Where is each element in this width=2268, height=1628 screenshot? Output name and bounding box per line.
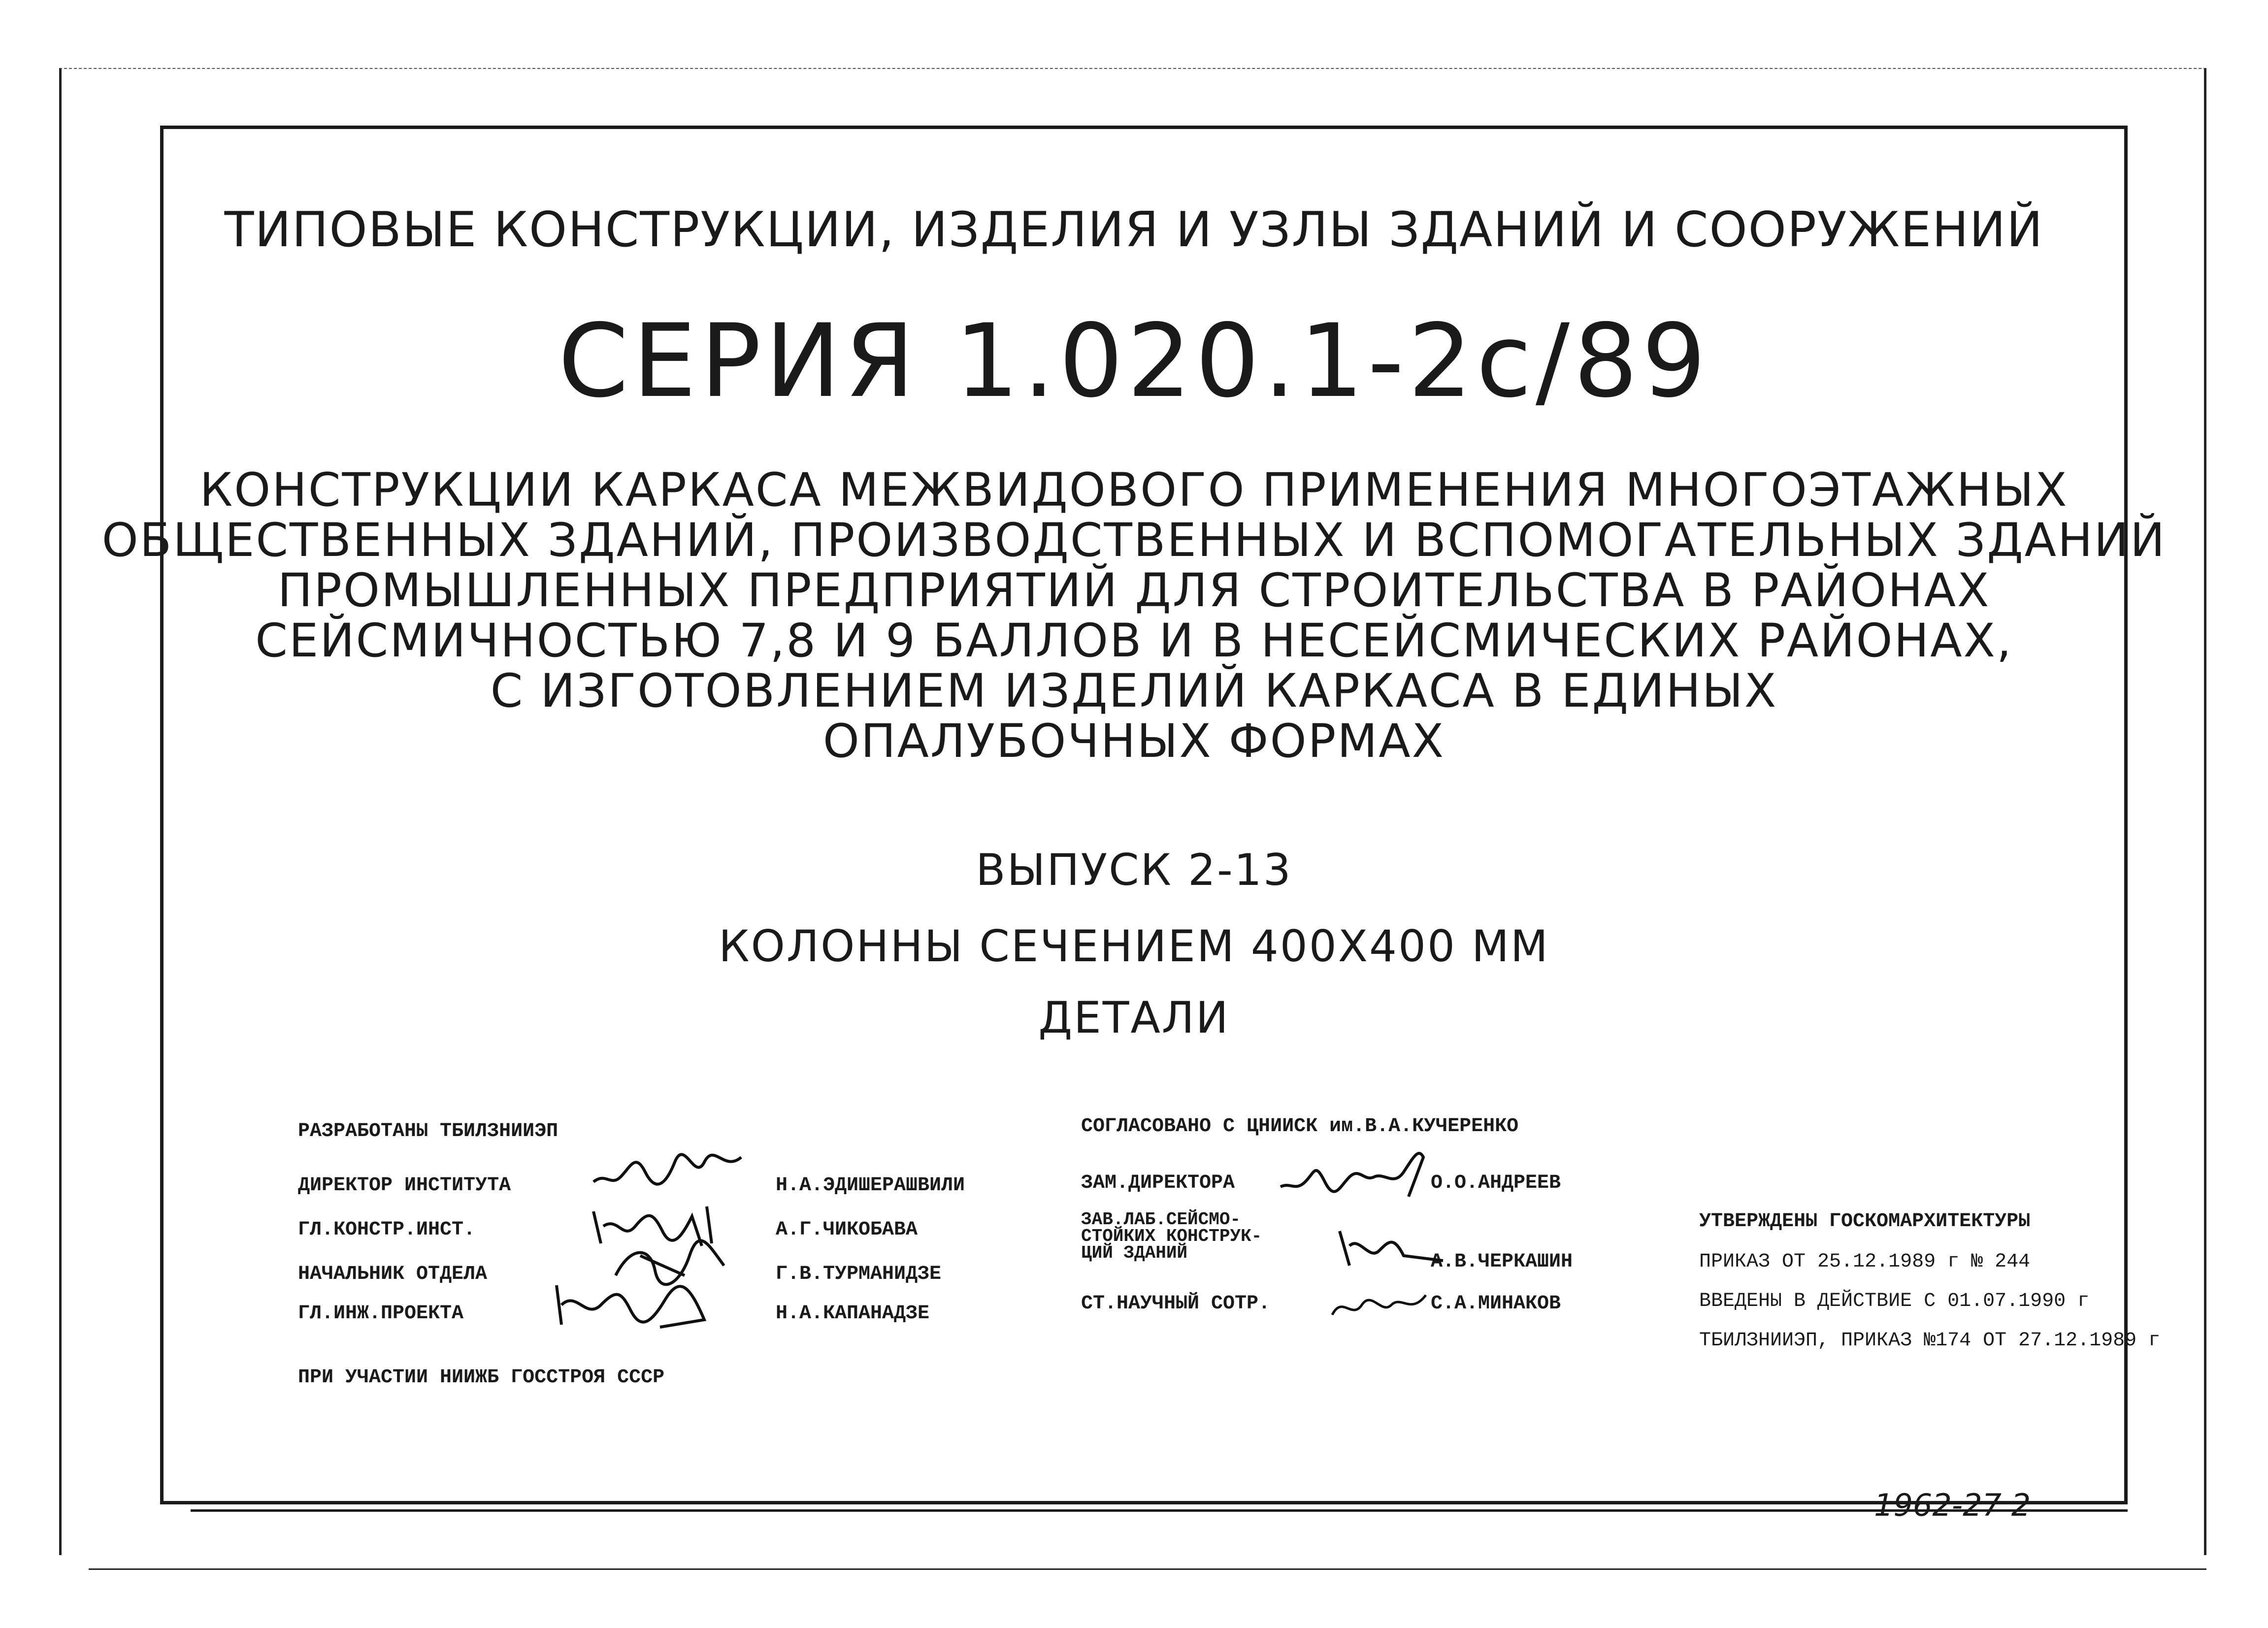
role-department-head: НАЧАЛЬНИК ОТДЕЛА (298, 1263, 488, 1285)
description-line: ОПАЛУБОЧНЫХ ФОРМАХ (822, 715, 1446, 768)
agreed-title: СОГЛАСОВАНО С ЦНИИСК им.В.А.КУЧЕРЕНКО (1081, 1115, 1519, 1138)
name-director: Н.А.ЭДИШЕРАШВИЛИ (776, 1174, 965, 1197)
participation-note: ПРИ УЧАСТИИ НИИЖБ ГОССТРОЯ СССР (298, 1367, 665, 1389)
approval-order: ПРИКАЗ ОТ 25.12.1989 г № 244 (1699, 1251, 2031, 1273)
bottom-rule (89, 1568, 2206, 1570)
description-line: ОБЩЕСТВЕННЫХ ЗДАНИЙ, ПРОИЗВОДСТВЕННЫХ И ВСПОМОГАТЕЛЬНЫХ ЗДАНИЙ (101, 514, 2167, 567)
description (0, 465, 2268, 767)
developed-title: РАЗРАБОТАНЫ ТБИЛЗНИИЭП (298, 1120, 559, 1142)
description-line: ПРОМЫШЛЕННЫХ ПРЕДПРИЯТИЙ ДЛЯ СТРОИТЕЛЬСТВА В РАЙОНАХ (277, 564, 1991, 618)
name-senior-researcher: С.А.МИНАКОВ (1431, 1293, 1561, 1315)
signature (591, 1142, 744, 1197)
name-department-head: Г.В.ТУРМАНИДЗЕ (776, 1263, 942, 1285)
signature (1276, 1142, 1428, 1202)
name-deputy-director: О.О.АНДРЕЕВ (1431, 1172, 1561, 1194)
name-chief-constructor: А.Г.ЧИКОБАВА (776, 1219, 918, 1241)
approved-title: УТВЕРЖДЕНЫ ГОСКОМАРХИТЕКТУРЫ (1699, 1210, 2031, 1233)
signature (552, 1270, 709, 1335)
columns-title: КОЛОННЫ СЕЧЕНИЕМ 400Х400 ММ (719, 921, 1549, 972)
role-director: ДИРЕКТОР ИНСТИТУТА (298, 1174, 511, 1197)
signature (1330, 1211, 1448, 1275)
role-senior-researcher: СТ.НАУЧНЫЙ СОТР. (1081, 1293, 1271, 1315)
issue-number: ВЫПУСК 2-13 (976, 845, 1292, 895)
role-lab-head: ЗАВ.ЛАБ.СЕЙСМО- СТОЙКИХ КОНСТРУК- ЦИЙ ЗДАНИЙ (1081, 1209, 1262, 1263)
role-chief-constructor: ГЛ.КОНСТР.ИНСТ. (298, 1219, 476, 1241)
name-lab-head: А.В.ЧЕРКАШИН (1431, 1251, 1573, 1273)
description-line: СЕЙСМИЧНОСТЬЮ 7,8 И 9 БАЛЛОВ И В НЕСЕЙСМИЧЕСКИХ РАЙОНАХ, (255, 614, 2013, 668)
name-chief-engineer: Н.А.КАПАНАДЗЕ (776, 1302, 930, 1325)
role-deputy-director: ЗАМ.ДИРЕКТОРА (1081, 1172, 1235, 1194)
sheet-number: 1962-27 2 (1874, 1487, 2031, 1523)
role-chief-engineer: ГЛ.ИНЖ.ПРОЕКТА (298, 1302, 464, 1325)
effective-date: ВВЕДЕНЫ В ДЕЙСТВИЕ С 01.07.1990 г (1699, 1290, 2090, 1312)
details-title: ДЕТАЛИ (1038, 992, 1230, 1043)
institute-order: ТБИЛЗНИИЭП, ПРИКАЗ №174 ОТ 27.12.1989 г (1699, 1330, 2161, 1352)
header-line: ТИПОВЫЕ КОНСТРУКЦИИ, ИЗДЕЛИЯ И УЗЛЫ ЗДАНИЙ И СООРУЖЕНИЙ (224, 202, 2044, 258)
signature (1327, 1285, 1431, 1325)
description-line: КОНСТРУКЦИИ КАРКАСА МЕЖВИДОВОГО ПРИМЕНЕНИЯ МНОГОЭТАЖНЫХ (199, 463, 2069, 517)
series-title: СЕРИЯ 1.020.1-2с/89 (558, 303, 1710, 420)
description-line: С ИЗГОТОВЛЕНИЕМ ИЗДЕЛИЙ КАРКАСА В ЕДИНЫХ (490, 664, 1778, 718)
